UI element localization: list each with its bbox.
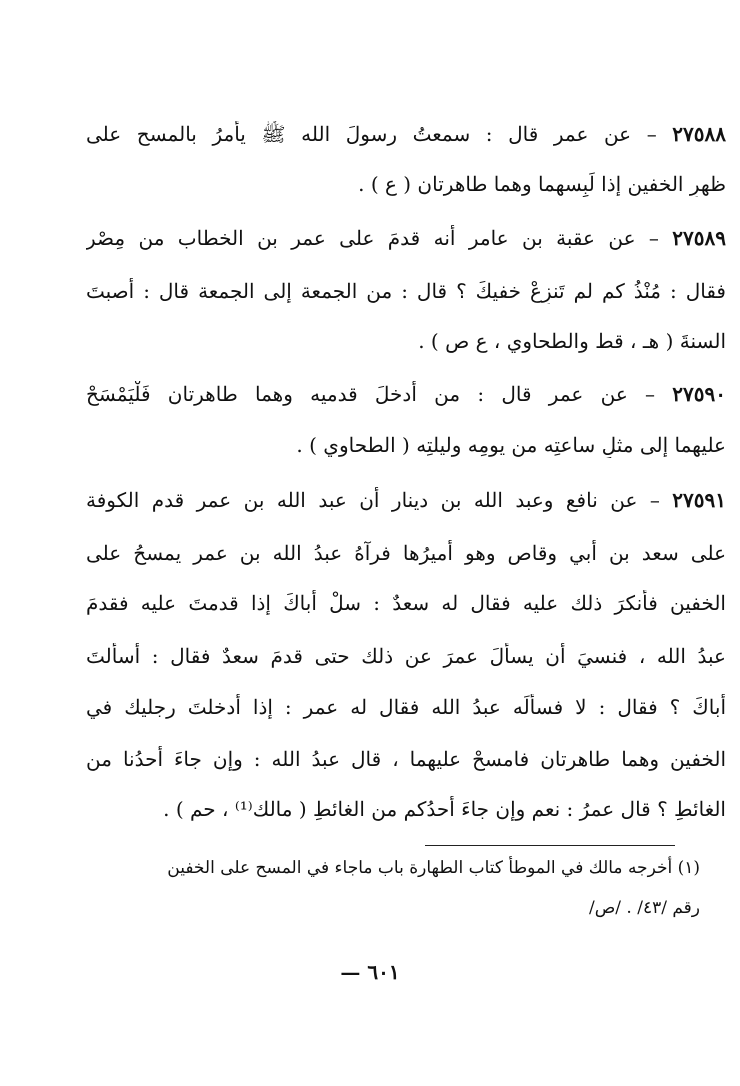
paragraph-27588-line-1: ٢٧٥٨٨ – عن عمر قال : سمعتُ رسولَ الله ﷺ يأمرُ بالمسح على <box>86 122 726 146</box>
paragraph-27591-line-5: أباكَ ؟ فقال : لا فسألَه عبدُ الله فقال له عمر : إذا أدخلتَ رجليك في <box>86 695 726 719</box>
hadith-number: ٢٧٥٩٠ <box>672 382 726 406</box>
footnote-line-2: رقم /٤٣/ . /ص/ <box>589 898 700 918</box>
paragraph-27591-line-1: ٢٧٥٩١ – عن نافع وعبد الله بن دينار أن عبد الله بن عمر قدم الكوفة <box>86 488 726 512</box>
paragraph-27589-line-1: ٢٧٥٨٩ – عن عقبة بن عامر أنه قدمَ على عمر بن الخطاب من مِصْر <box>86 226 726 250</box>
footnote-line-1: (١) أخرجه مالك في الموطأ كتاب الطهارة باب ماجاء في المسح على الخفين <box>167 858 700 878</box>
paragraph-27591-line-6: الخفين وهما طاهرتان فامسحْ عليهما ، قال عبدُ الله : وإن جاءَ أحدُنا من <box>86 747 726 771</box>
paragraph-27589-line-3: السنةَ ( هـ ، قط والطحاوي ، ع ص ) . <box>418 329 726 353</box>
page-number: ٦٠١ — <box>340 960 400 984</box>
footnote-divider <box>425 845 675 846</box>
hadith-number: ٢٧٥٩١ <box>672 488 726 512</box>
paragraph-27589-line-2: فقال : مُنْذُ كم لم تَنزِعْ خفيكَ ؟ قال : من الجمعة إلى الجمعة قال : أصبتَ <box>86 279 726 303</box>
paragraph-27588-line-2: ظهرِ الخفين إذا لَبِسهما وهما طاهرتان ( ع ) . <box>358 172 726 196</box>
hadith-number: ٢٧٥٨٨ <box>672 122 726 146</box>
paragraph-27591-line-7: الغائطِ ؟ قال عمرُ : نعم وإن جاءَ أحدُكم من الغائطِ ( مالك⁽¹⁾ ، حم ) . <box>163 797 726 821</box>
paragraph-27590-line-2: عليهما إلى مثلِ ساعتِه من يومِه وليلتِه ( الطحاوي ) . <box>296 433 726 457</box>
paragraph-27591-line-3: الخفين فأنكرَ ذلك عليه فقال له سعدٌ : سلْ أباكَ إذا قدمتَ عليه فقدمَ <box>86 591 726 615</box>
paragraph-27591-line-2: على سعد بن أبي وقاص وهو أميرُها فرآهُ عبدُ الله بن عمر يمسحُ على <box>86 541 726 565</box>
hadith-number: ٢٧٥٨٩ <box>672 226 726 250</box>
paragraph-27591-line-4: عبدُ الله ، فنسيَ أن يسألَ عمرَ عن ذلك حتى قدمَ سعدٌ فقال : أسألتَ <box>86 644 726 668</box>
paragraph-27590-line-1: ٢٧٥٩٠ – عن عمر قال : من أدخلَ قدميه وهما طاهرتان فَلْيَمْسَحْ <box>86 382 726 406</box>
